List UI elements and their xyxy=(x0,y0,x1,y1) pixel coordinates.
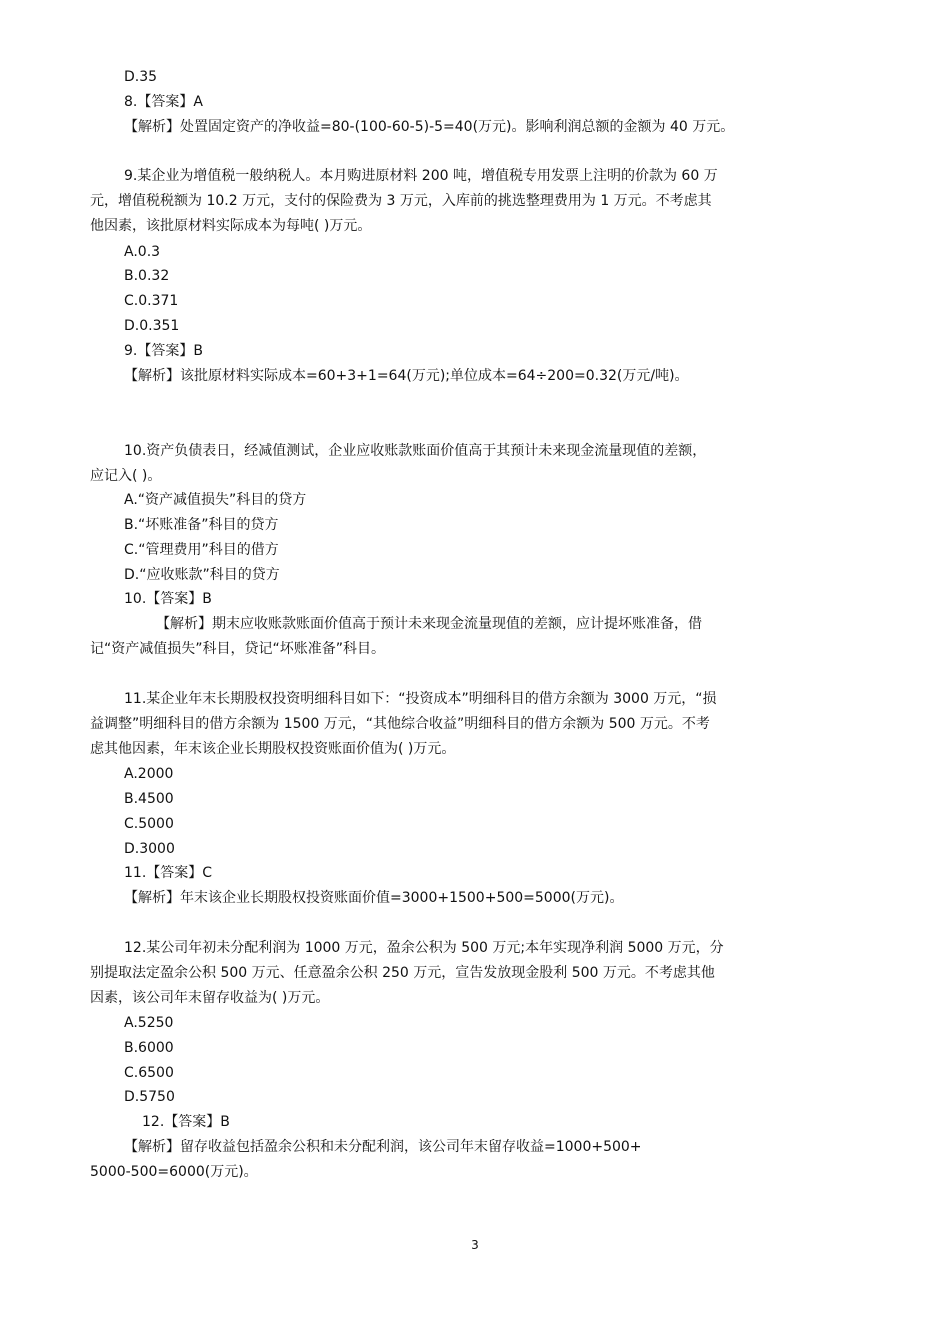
text-line: 别提取法定盈余公积 500 万元、任意盈余公积 250 万元，宣告发放现金股利 500 万元。不考虑其他 xyxy=(90,965,715,981)
text-line: 记“资产减值损失”科目，贷记“坏账准备”科目。 xyxy=(90,641,386,657)
text-line: 10.【答案】B xyxy=(124,591,212,607)
text-line: 8.【答案】A xyxy=(124,94,203,110)
text-line: D.35 xyxy=(124,69,158,85)
text-line: 9.【答案】B xyxy=(124,343,203,359)
text-line: A.5250 xyxy=(124,1015,174,1031)
text-line: 9.某企业为增值税一般纳税人。本月购进原材料 200 吨，增值税专用发票上注明的价款为 60 万 xyxy=(124,168,718,184)
text-line: 虑其他因素，年末该企业长期股权投资账面价值为( )万元。 xyxy=(90,741,456,757)
text-line: D.5750 xyxy=(124,1089,175,1105)
text-line: 5000-500=6000(万元)。 xyxy=(90,1164,258,1180)
text-line: 12.【答案】B xyxy=(142,1114,230,1130)
text-line: A.2000 xyxy=(124,766,174,782)
text-line: 【解析】期末应收账款账面价值高于预计未来现金流量现值的差额，应计提坏账准备，借 xyxy=(156,616,702,632)
text-line: A.0.3 xyxy=(124,244,161,260)
text-line: 因素，该公司年末留存收益为( )万元。 xyxy=(90,990,330,1006)
text-line: 应记入( )。 xyxy=(90,468,162,484)
text-line: C.0.371 xyxy=(124,293,179,309)
text-line: 元，增值税税额为 10.2 万元，支付的保险费为 3 万元，入库前的挑选整理费用为 1 万元。不考虑其 xyxy=(90,193,712,209)
text-line: D.3000 xyxy=(124,841,175,857)
text-line: B.6000 xyxy=(124,1040,174,1056)
text-line: 他因素，该批原材料实际成本为每吨( )万元。 xyxy=(90,218,372,234)
text-line: D.0.351 xyxy=(124,318,180,334)
text-line: B.0.32 xyxy=(124,268,170,284)
text-line: C.5000 xyxy=(124,816,174,832)
text-line: 11.【答案】C xyxy=(124,865,213,881)
text-line: A.“资产减值损失”科目的贷方 xyxy=(124,492,307,508)
text-line: D.“应收账款”科目的贷方 xyxy=(124,567,280,583)
text-line: 12.某公司年初未分配利润为 1000 万元，盈余公积为 500 万元;本年实现净利润 5000 万元，分 xyxy=(124,940,724,956)
text-line: C.6500 xyxy=(124,1065,174,1081)
text-line: 10.资产负债表日，经减值测试，企业应收账款账面价值高于其预计未来现金流量现值的差额， xyxy=(124,443,707,459)
text-line: B.“坏账准备”科目的贷方 xyxy=(124,517,279,533)
page-number: 3 xyxy=(471,1238,479,1252)
text-line: 【解析】留存收益包括盈余公积和未分配利润，该公司年末留存收益=1000+500+ xyxy=(124,1139,642,1155)
text-line: 【解析】该批原材料实际成本=60+3+1=64(万元);单位成本=64÷200=0.32(万元/吨)。 xyxy=(124,368,689,384)
text-line: C.“管理费用”科目的借方 xyxy=(124,542,279,558)
text-line: 11.某企业年末长期股权投资明细科目如下：“投资成本”明细科目的借方余额为 3000 万元，“损 xyxy=(124,691,717,707)
text-line: 【解析】年末该企业长期股权投资账面价值=3000+1500+500=5000(万元)。 xyxy=(124,890,624,906)
text-line: B.4500 xyxy=(124,791,174,807)
text-line: 【解析】处置固定资产的净收益=80-(100-60-5)-5=40(万元)。影响利润总额的金额为 40 万元。 xyxy=(124,119,735,135)
text-line: 益调整”明细科目的借方余额为 1500 万元，“其他综合收益”明细科目的借方余额为 500 万元。不考 xyxy=(90,716,710,732)
